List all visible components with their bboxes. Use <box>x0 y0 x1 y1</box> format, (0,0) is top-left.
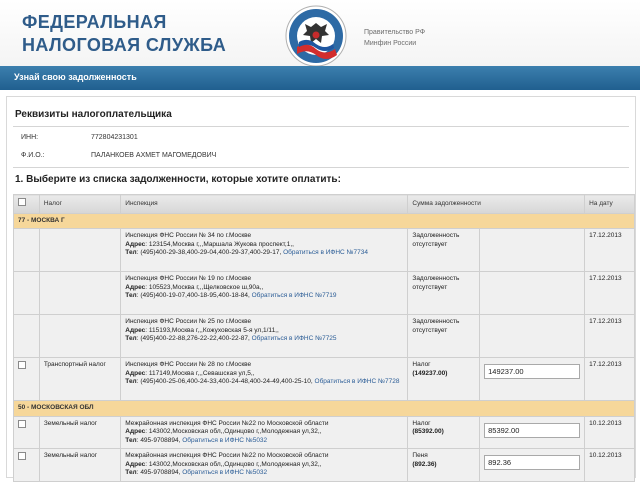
phone-label: Тел <box>125 469 137 476</box>
row-select-cell[interactable] <box>14 358 40 401</box>
table-row <box>14 315 635 358</box>
gov-link-minfin[interactable]: Минфин России <box>364 40 417 47</box>
address-label: Адрес <box>125 240 146 248</box>
address-text: : 115193,Москва г,,,Кожуховская 5-я ул,1/11,, <box>145 326 279 334</box>
inspection-name: Межрайонная инспекция ФНС России №22 по Московской области <box>125 452 329 459</box>
payment-amount-cell <box>480 358 585 401</box>
as-of-date: 17.12.2013 <box>585 229 635 272</box>
inspection-name: Инспекция ФНС России № 28 по г.Москве <box>125 361 252 368</box>
inspection-address <box>125 241 403 250</box>
inspection-address <box>125 284 403 293</box>
phone-label: Тел <box>125 292 137 299</box>
address-text: : 143002,Московская обл,,Одинцово г,,Молодежная ул,32,, <box>145 460 322 468</box>
phone-text: : (495)400-19-07,400-18-95,400-18-84, <box>136 292 250 299</box>
tax-type: Земельный налог <box>39 449 120 482</box>
address-label: Адрес <box>125 460 146 468</box>
payment-amount-cell <box>480 416 585 449</box>
row-select-cell <box>14 272 40 315</box>
select-all-checkbox[interactable] <box>18 198 26 206</box>
inspection-name: Инспекция ФНС России № 34 по г.Москве <box>125 232 252 239</box>
phone-text: : (495)400-22-88,276-22-22,400-22-87, <box>136 335 250 342</box>
as-of-date: 17.12.2013 <box>585 315 635 358</box>
inn-label: ИНН: <box>21 134 39 141</box>
row-checkbox[interactable] <box>18 420 26 428</box>
select-all-cell[interactable] <box>14 195 40 214</box>
page-title-bar <box>0 66 640 90</box>
taxpayer-section-title: Реквизиты налогоплательщика <box>15 109 172 120</box>
table-row <box>14 229 635 272</box>
phone-label: Тел <box>125 249 137 256</box>
main-panel <box>6 96 636 478</box>
amount-cell <box>408 449 480 482</box>
brand-line-2: НАЛОГОВАЯ СЛУЖБА <box>22 35 227 55</box>
row-checkbox[interactable] <box>18 361 26 369</box>
phone-text: : 495-9708894, <box>136 469 181 476</box>
contact-inspection-link[interactable]: Обратиться в ИФНС №7728 <box>314 378 400 385</box>
amount-status: Задолженность отсутствует <box>412 275 460 291</box>
phone-label: Тел <box>125 335 137 342</box>
amount-sum: (892.36) <box>412 460 437 468</box>
address-text: : 117149,Москва г,,,Севашская ул,5,, <box>145 369 255 377</box>
phone-label: Тел <box>125 378 137 385</box>
fio-label: Ф.И.О.: <box>21 152 45 159</box>
address-label: Адрес <box>125 428 146 435</box>
inspection-cell <box>121 315 408 358</box>
as-of-date: 17.12.2013 <box>585 272 635 315</box>
region-group-row <box>14 401 635 417</box>
inspection-cell <box>121 272 408 315</box>
table-header-row <box>14 195 635 214</box>
as-of-date: 10.12.2013 <box>585 449 635 482</box>
amount-cell <box>408 416 480 449</box>
inspection-address <box>125 370 403 379</box>
inspection-name: Инспекция ФНС России № 25 по г.Москве <box>125 318 252 325</box>
inspection-phone <box>125 437 403 446</box>
contact-inspection-link[interactable]: Обратиться в ИФНС №7725 <box>251 335 337 342</box>
row-select-cell <box>14 229 40 272</box>
divider <box>13 167 629 168</box>
inspection-phone <box>125 469 403 478</box>
amount-cell <box>408 315 480 358</box>
phone-text: : 495-9708894, <box>136 436 181 444</box>
region-group-row <box>14 213 635 229</box>
inspection-name: Инспекция ФНС России № 19 по г.Москве <box>125 275 252 282</box>
site-logo-text[interactable] <box>22 11 226 57</box>
amount-cell <box>408 229 480 272</box>
inn-value: 772804231301 <box>91 134 138 141</box>
row-select-cell[interactable] <box>14 449 40 482</box>
inspection-address <box>125 327 403 336</box>
inspection-cell <box>121 358 408 401</box>
amount-type: Налог <box>412 361 431 368</box>
amount-type: Налог <box>412 419 431 427</box>
inspection-name: Межрайонная инспекция ФНС России №22 по Московской области <box>125 419 329 427</box>
table-row <box>14 416 635 449</box>
tax-type <box>39 272 120 315</box>
table-row <box>14 358 635 401</box>
inspection-address <box>125 461 403 470</box>
tax-type: Транспортный налог <box>39 358 120 401</box>
inspection-phone <box>125 249 403 258</box>
contact-inspection-link[interactable]: Обратиться в ИФНС №5032 <box>182 469 268 476</box>
fns-emblem-icon <box>283 3 349 69</box>
column-header-date: На дату <box>585 195 635 214</box>
inspection-address <box>125 428 403 437</box>
payment-amount-input[interactable] <box>484 423 580 438</box>
payment-amount-input[interactable] <box>484 364 580 379</box>
row-checkbox[interactable] <box>18 452 26 460</box>
amount-status: Задолженность отсутствует <box>412 318 460 334</box>
contact-inspection-link[interactable]: Обратиться в ИФНС №7734 <box>283 249 368 256</box>
amount-sum: (85392.00) <box>412 428 444 435</box>
inspection-cell <box>121 416 408 449</box>
government-links <box>364 27 425 49</box>
region-group-label: 77 - МОСКВА Г <box>14 213 635 229</box>
column-header-inspection: Инспекция <box>121 195 408 214</box>
debts-table <box>13 194 635 482</box>
payment-amount-cell <box>480 229 585 272</box>
amount-type: Пеня <box>412 452 428 459</box>
amount-status: Задолженность отсутствует <box>412 232 460 248</box>
row-select-cell <box>14 315 40 358</box>
tax-type <box>39 315 120 358</box>
inspection-phone <box>125 292 403 301</box>
address-label: Адрес <box>125 369 146 377</box>
page-title: Узнай свою задолженность <box>14 72 137 82</box>
tax-type: Земельный налог <box>39 416 120 449</box>
amount-cell <box>408 272 480 315</box>
site-header <box>0 0 640 66</box>
table-row <box>14 449 635 482</box>
address-label: Адрес <box>125 326 146 334</box>
contact-inspection-link[interactable]: Обратиться в ИФНС №7719 <box>251 292 337 299</box>
payment-amount-input[interactable] <box>484 455 580 470</box>
contact-inspection-link[interactable]: Обратиться в ИФНС №5032 <box>182 436 268 444</box>
amount-cell <box>408 358 480 401</box>
divider <box>13 126 629 127</box>
debts-section-title: 1. Выберите из списка задолженности, которые хотите оплатить: <box>15 174 341 185</box>
inspection-phone <box>125 335 403 344</box>
address-text: : 123154,Москва г,,,Маршала Жукова проспект,1,, <box>145 240 294 248</box>
phone-label: Тел <box>125 436 137 444</box>
payment-amount-cell <box>480 272 585 315</box>
brand-line-1: ФЕДЕРАЛЬНАЯ <box>22 12 167 32</box>
phone-text: : (495)400-29-38,400-29-04,400-29-37,400-29-17, <box>136 249 282 256</box>
column-header-tax: Налог <box>39 195 120 214</box>
amount-sum: (149237.00) <box>412 369 448 377</box>
inspection-cell <box>121 229 408 272</box>
address-label: Адрес <box>125 283 146 291</box>
address-text: : 143002,Московская обл,,Одинцово г,,Молодежная ул,32,, <box>145 428 322 435</box>
payment-amount-cell <box>480 315 585 358</box>
as-of-date: 10.12.2013 <box>585 416 635 449</box>
payment-amount-cell <box>480 449 585 482</box>
as-of-date: 17.12.2013 <box>585 358 635 401</box>
gov-link-pravitelstvo[interactable]: Правительство РФ <box>364 29 426 36</box>
column-header-amount: Сумма задолженности <box>408 195 585 214</box>
inspection-cell <box>121 449 408 482</box>
phone-text: : (495)400-25-06,400-24-33,400-24-48,400-24-49,400-25-10, <box>136 378 313 385</box>
fio-value: ПАЛАНКОЕВ АХМЕТ МАГОМЕДОВИЧ <box>91 152 217 159</box>
row-select-cell[interactable] <box>14 416 40 449</box>
region-group-label: 50 - МОСКОВСКАЯ ОБЛ <box>14 401 635 417</box>
table-row <box>14 272 635 315</box>
address-text: : 105523,Москва г,,,Щелковское ш,90а,, <box>145 283 264 291</box>
tax-type <box>39 229 120 272</box>
inspection-phone <box>125 378 403 387</box>
